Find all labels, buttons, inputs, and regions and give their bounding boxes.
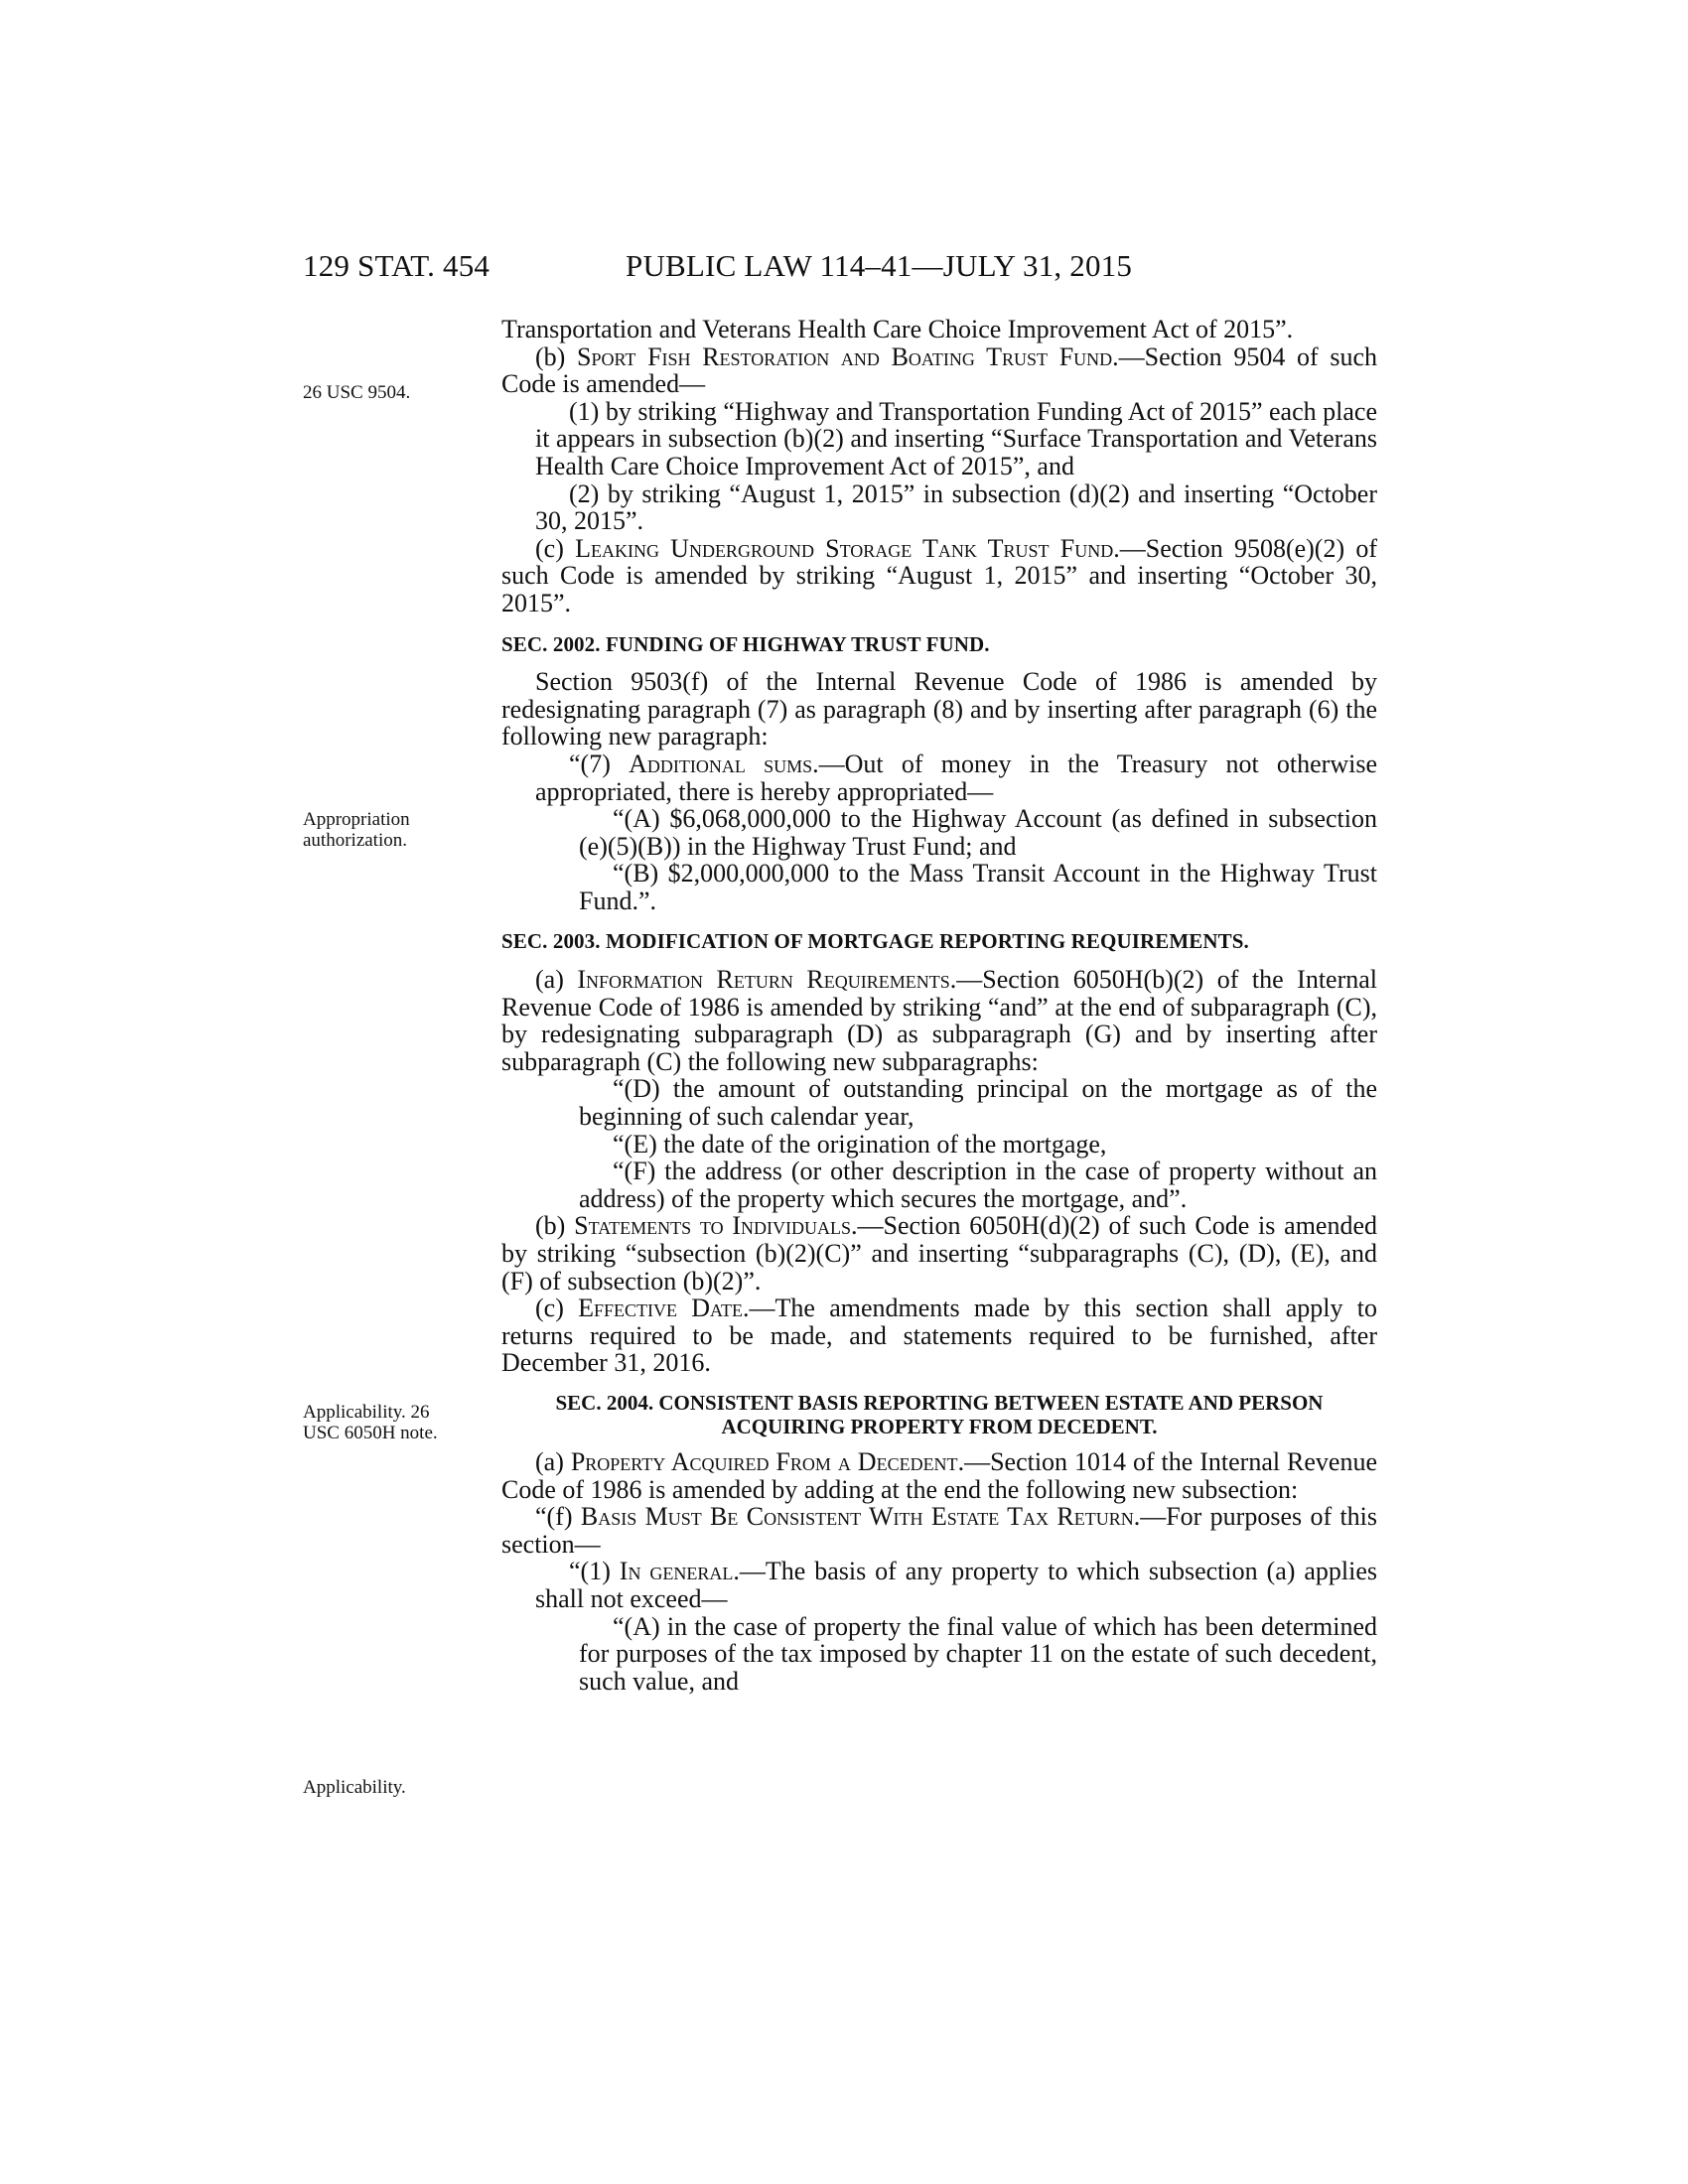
paragraph-statements: (b) Statements to Individuals.—Section 6050H(d)(2) of such Code is amended by striking “subsection (b)(2)(C)” and inserting “subparagraphs (C), (D), (E), and (F) of subsection (b)(2)”. — [501, 1211, 1378, 1296]
paragraph-subpara-a: “(A) $6,068,000,000 to the Highway Account (as defined in subsection (e)(5)(B)) in the Highway Trust Fund; and — [579, 804, 1377, 861]
paragraph-subpara-a-final: “(A) in the case of property the final value of which has been determined for purposes of the tax imposed by chapter 11 on the estate of such decedent, such value, and — [579, 1611, 1377, 1696]
paragraph-subpara-d: “(D) the amount of outstanding principal on the mortgage as of the beginning of such calendar year, — [579, 1074, 1377, 1132]
paragraph-subpara-e: “(E) the date of the origination of the mortgage, — [613, 1129, 1107, 1159]
page-header-title: PUBLIC LAW 114–41—JULY 31, 2015 — [626, 248, 1133, 283]
margin-note-usc-9504: 26 USC 9504. — [303, 382, 411, 403]
paragraph-property-acquired: (a) Property Acquired From a Decedent.—Section 1014 of the Internal Revenue Code of 1986 is amended by adding at the end the following new subsection: — [501, 1446, 1378, 1504]
paragraph: Section 9503(f) of the Internal Revenue Code of 1986 is amended by redesignating paragraph (7) as paragraph (8) and by inserting after paragraph (6) the following new paragraph: — [501, 667, 1377, 751]
section-heading-2003: SEC. 2003. MODIFICATION OF MORTGAGE REPORTING REQUIREMENTS. — [501, 929, 1249, 954]
paragraph-clause-2: (2) by striking “August 1, 2015” in subsection (d)(2) and inserting “October 30, 2015”. — [535, 478, 1377, 536]
paragraph-leaking-tank: (c) Leaking Underground Storage Tank Trust Fund.—Section 9508(e)(2) of such Code is amended by striking “August 1, 2015” and inserting “October 30, 2015”. — [501, 533, 1377, 617]
paragraph-in-general: “(1) In general.—The basis of any property to which subsection (a) applies shall not exceed— — [535, 1557, 1377, 1613]
paragraph-clause-1: (1) by striking “Highway and Transportation Funding Act of 2015” each place it appears in subsection (b)(2) and inserting “Surface Transportation and Veterans Health Care Choice Improvement Act of 2015”, and — [535, 396, 1377, 480]
section-heading-2002: SEC. 2002. FUNDING OF HIGHWAY TRUST FUND. — [501, 631, 990, 656]
paragraph-info-return: (a) Information Return Requirements.—Section 6050H(b)(2) of the Internal Revenue Code of 1986 is amended by striking “and” at the end of subparagraph (C), by redesignating subparagraph (D) as subparagraph (G) and by inserting after subparagraph (C) the following new subparagraphs: — [501, 965, 1377, 1076]
margin-note-appropriation: Appropriation authorization. — [303, 809, 410, 851]
margin-note-applicability-6050h: Applicability. 26 USC 6050H note. — [303, 1402, 438, 1443]
paragraph-additional-sums: “(7) Additional sums.—Out of money in the Treasury not otherwise appropriated, there is hereby appropriated— — [535, 749, 1377, 806]
paragraph-effective-date: (c) Effective Date.—The amendments made by this section shall apply to returns required to be made, and statements required to be furnished, after December 31, 2016. — [501, 1294, 1377, 1378]
paragraph-subpara-b: “(B) $2,000,000,000 to the Mass Transit Account in the Highway Trust Fund.”. — [579, 859, 1377, 915]
paragraph-subpara-f: “(F) the address (or other description in the case of property without an address) of the property which secures the mortgage, and”. — [579, 1157, 1377, 1213]
section-heading-2004: SEC. 2004. CONSISTENT BASIS REPORTING BETWEEN ESTATE AND PERSON ACQUIRING PROPERTY FROM DECEDENT. — [555, 1390, 1324, 1438]
page-header-stat: 129 STAT. 454 — [303, 248, 491, 283]
paragraph-sport-fish: (b) Sport Fish Restoration and Boating Trust Fund.—Section 9504 of such Code is amended— — [501, 341, 1377, 399]
document-body — [501, 316, 1377, 1695]
paragraph-basis-consistent: “(f) Basis Must Be Consistent With Estate Tax Return.—For purposes of this section— — [501, 1502, 1378, 1559]
paragraph: Transportation and Veterans Health Care Choice Improvement Act of 2015”. — [501, 315, 1294, 343]
margin-note-applicability: Applicability. — [303, 1777, 406, 1798]
